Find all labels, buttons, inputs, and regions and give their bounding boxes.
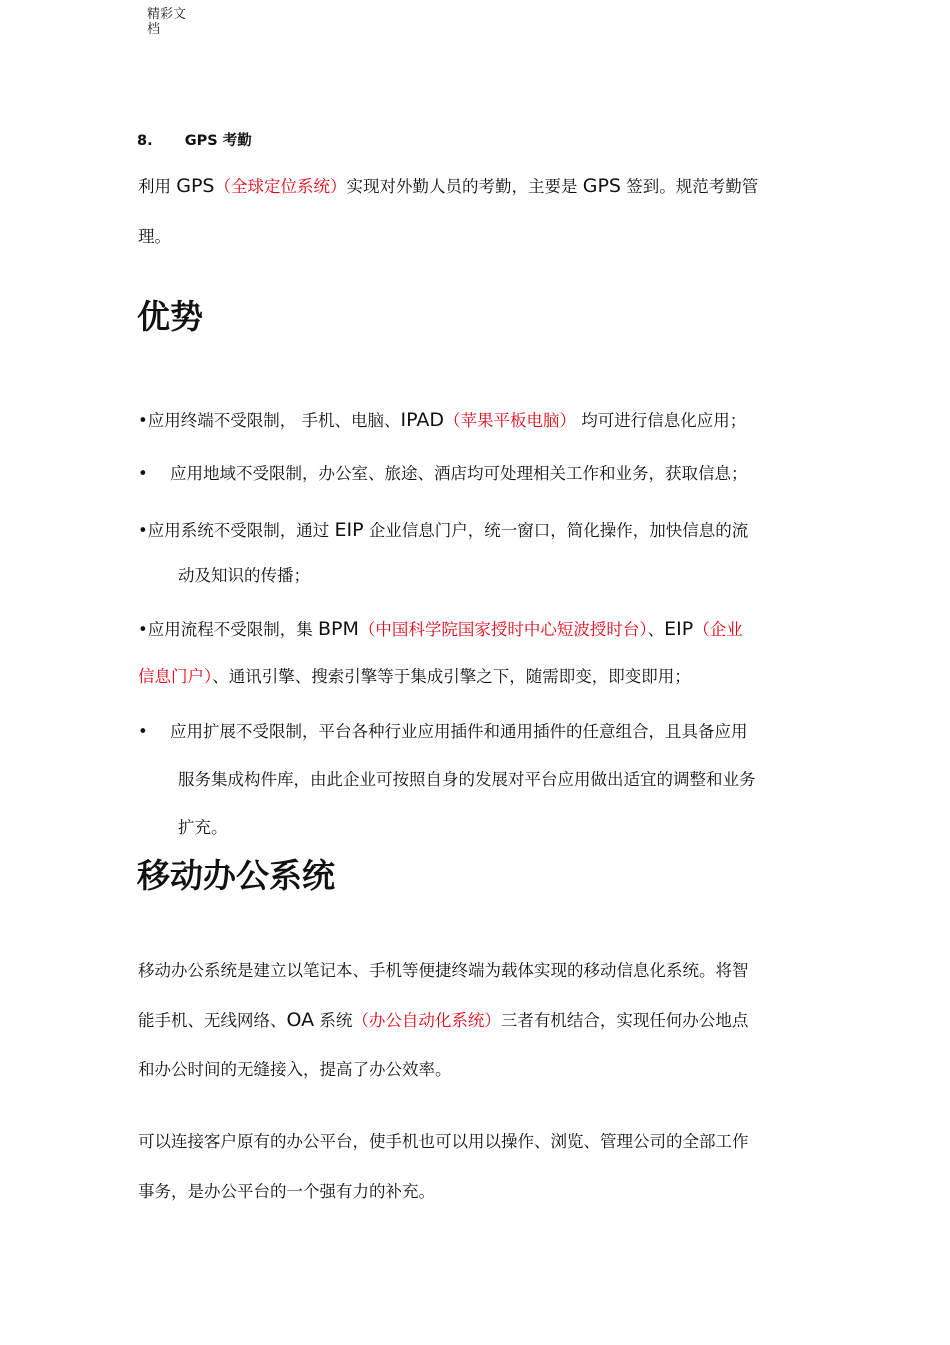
section-number: 8.: [137, 133, 153, 149]
gps-paragraph-line-2: 理。: [138, 227, 171, 246]
text-run: EIP: [334, 519, 364, 541]
highlighted-note: （苹果平板电脑）: [443, 411, 576, 430]
advantage-bullet-1: [138, 410, 746, 431]
text-run: 能手机、无线网络、: [138, 1011, 287, 1030]
text-run: GPS: [176, 175, 215, 197]
gps-paragraph-line-1: [138, 176, 758, 197]
advantage-bullet-4-line-2: [138, 667, 691, 687]
text-run: 系统: [314, 1011, 353, 1030]
text-run: EIP: [664, 618, 694, 640]
bullet-marker: •: [138, 722, 148, 741]
text-run: 企业信息门户，统一窗口，简化操作，加快信息的流: [363, 521, 749, 540]
advantage-bullet-5-line-3: 扩充。: [178, 818, 228, 837]
advantage-bullet-5-line-1: 应用扩展不受限制，平台各种行业应用插件和通用插件的任意组合，且具备应用: [170, 722, 748, 741]
mobile-paragraph-1-line-3: 和办公时间的无缝接入，提高了办公效率。: [138, 1060, 452, 1079]
text-run: 实现对外勤人员的考勤，主要是: [346, 177, 583, 196]
advantage-bullet-5-line-2: 服务集成构件库，由此企业可按照自身的发展对平台应用做出适宜的调整和业务: [178, 770, 756, 789]
mobile-office-heading: 移动办公系统: [137, 856, 335, 895]
mobile-paragraph-1-line-1: 移动办公系统是建立以笔记本、手机等便捷终端为载体实现的移动信息化系统。将智: [138, 961, 749, 980]
highlighted-note: 信息门户）: [138, 667, 213, 686]
text-run: 、通讯引擎、搜索引擎等于集成引擎之下，随需即变，即变即用；: [212, 667, 691, 686]
advantage-bullet-4-line-1: [138, 619, 743, 640]
text-run: IPAD: [400, 409, 444, 431]
text-run: 利用: [138, 177, 177, 196]
bullet-marker: •: [138, 464, 148, 483]
watermark-line-1: 精彩文: [147, 7, 187, 22]
text-run: •应用系统不受限制，通过: [138, 521, 335, 540]
text-run: 、: [647, 620, 665, 639]
highlighted-note: （全球定位系统）: [214, 177, 347, 196]
text-run: GPS: [582, 175, 621, 197]
watermark-line-2: 档: [147, 22, 161, 37]
highlighted-note: （办公自动化系统）: [352, 1011, 501, 1030]
advantage-bullet-3-line-2: 动及知识的传播；: [178, 566, 310, 585]
advantage-bullet-2-text: 应用地域不受限制，办公室、旅途、酒店均可处理相关工作和业务，获取信息；: [170, 464, 748, 483]
text-run: 三者有机结合，实现任何办公地点: [500, 1011, 749, 1030]
section-title: GPS 考勤: [184, 133, 252, 149]
advantage-bullet-5: [138, 722, 148, 742]
text-run: 签到。规范考勤管: [621, 177, 759, 196]
mobile-paragraph-2-line-2: 事务，是办公平台的一个强有力的补充。: [138, 1182, 435, 1201]
section-8-heading: [137, 129, 252, 150]
highlighted-note: （中国科学院国家授时中心短波授时台）: [358, 620, 648, 639]
text-run: BPM: [317, 618, 359, 640]
text-run: OA: [286, 1009, 315, 1031]
text-run: •应用终端不受限制， 手机、电脑、: [138, 411, 401, 430]
text-run: •应用流程不受限制，集: [138, 620, 318, 639]
advantages-heading: 优势: [137, 297, 203, 336]
advantage-bullet-2: [138, 464, 148, 484]
text-run: 均可进行信息化应用；: [575, 411, 747, 430]
highlighted-note: （企业: [693, 620, 743, 639]
mobile-paragraph-2-line-1: 可以连接客户原有的办公平台，使手机也可以用以操作、浏览、管理公司的全部工作: [138, 1132, 749, 1151]
mobile-paragraph-1-line-2: [138, 1010, 748, 1031]
advantage-bullet-3-line-1: [138, 520, 748, 541]
